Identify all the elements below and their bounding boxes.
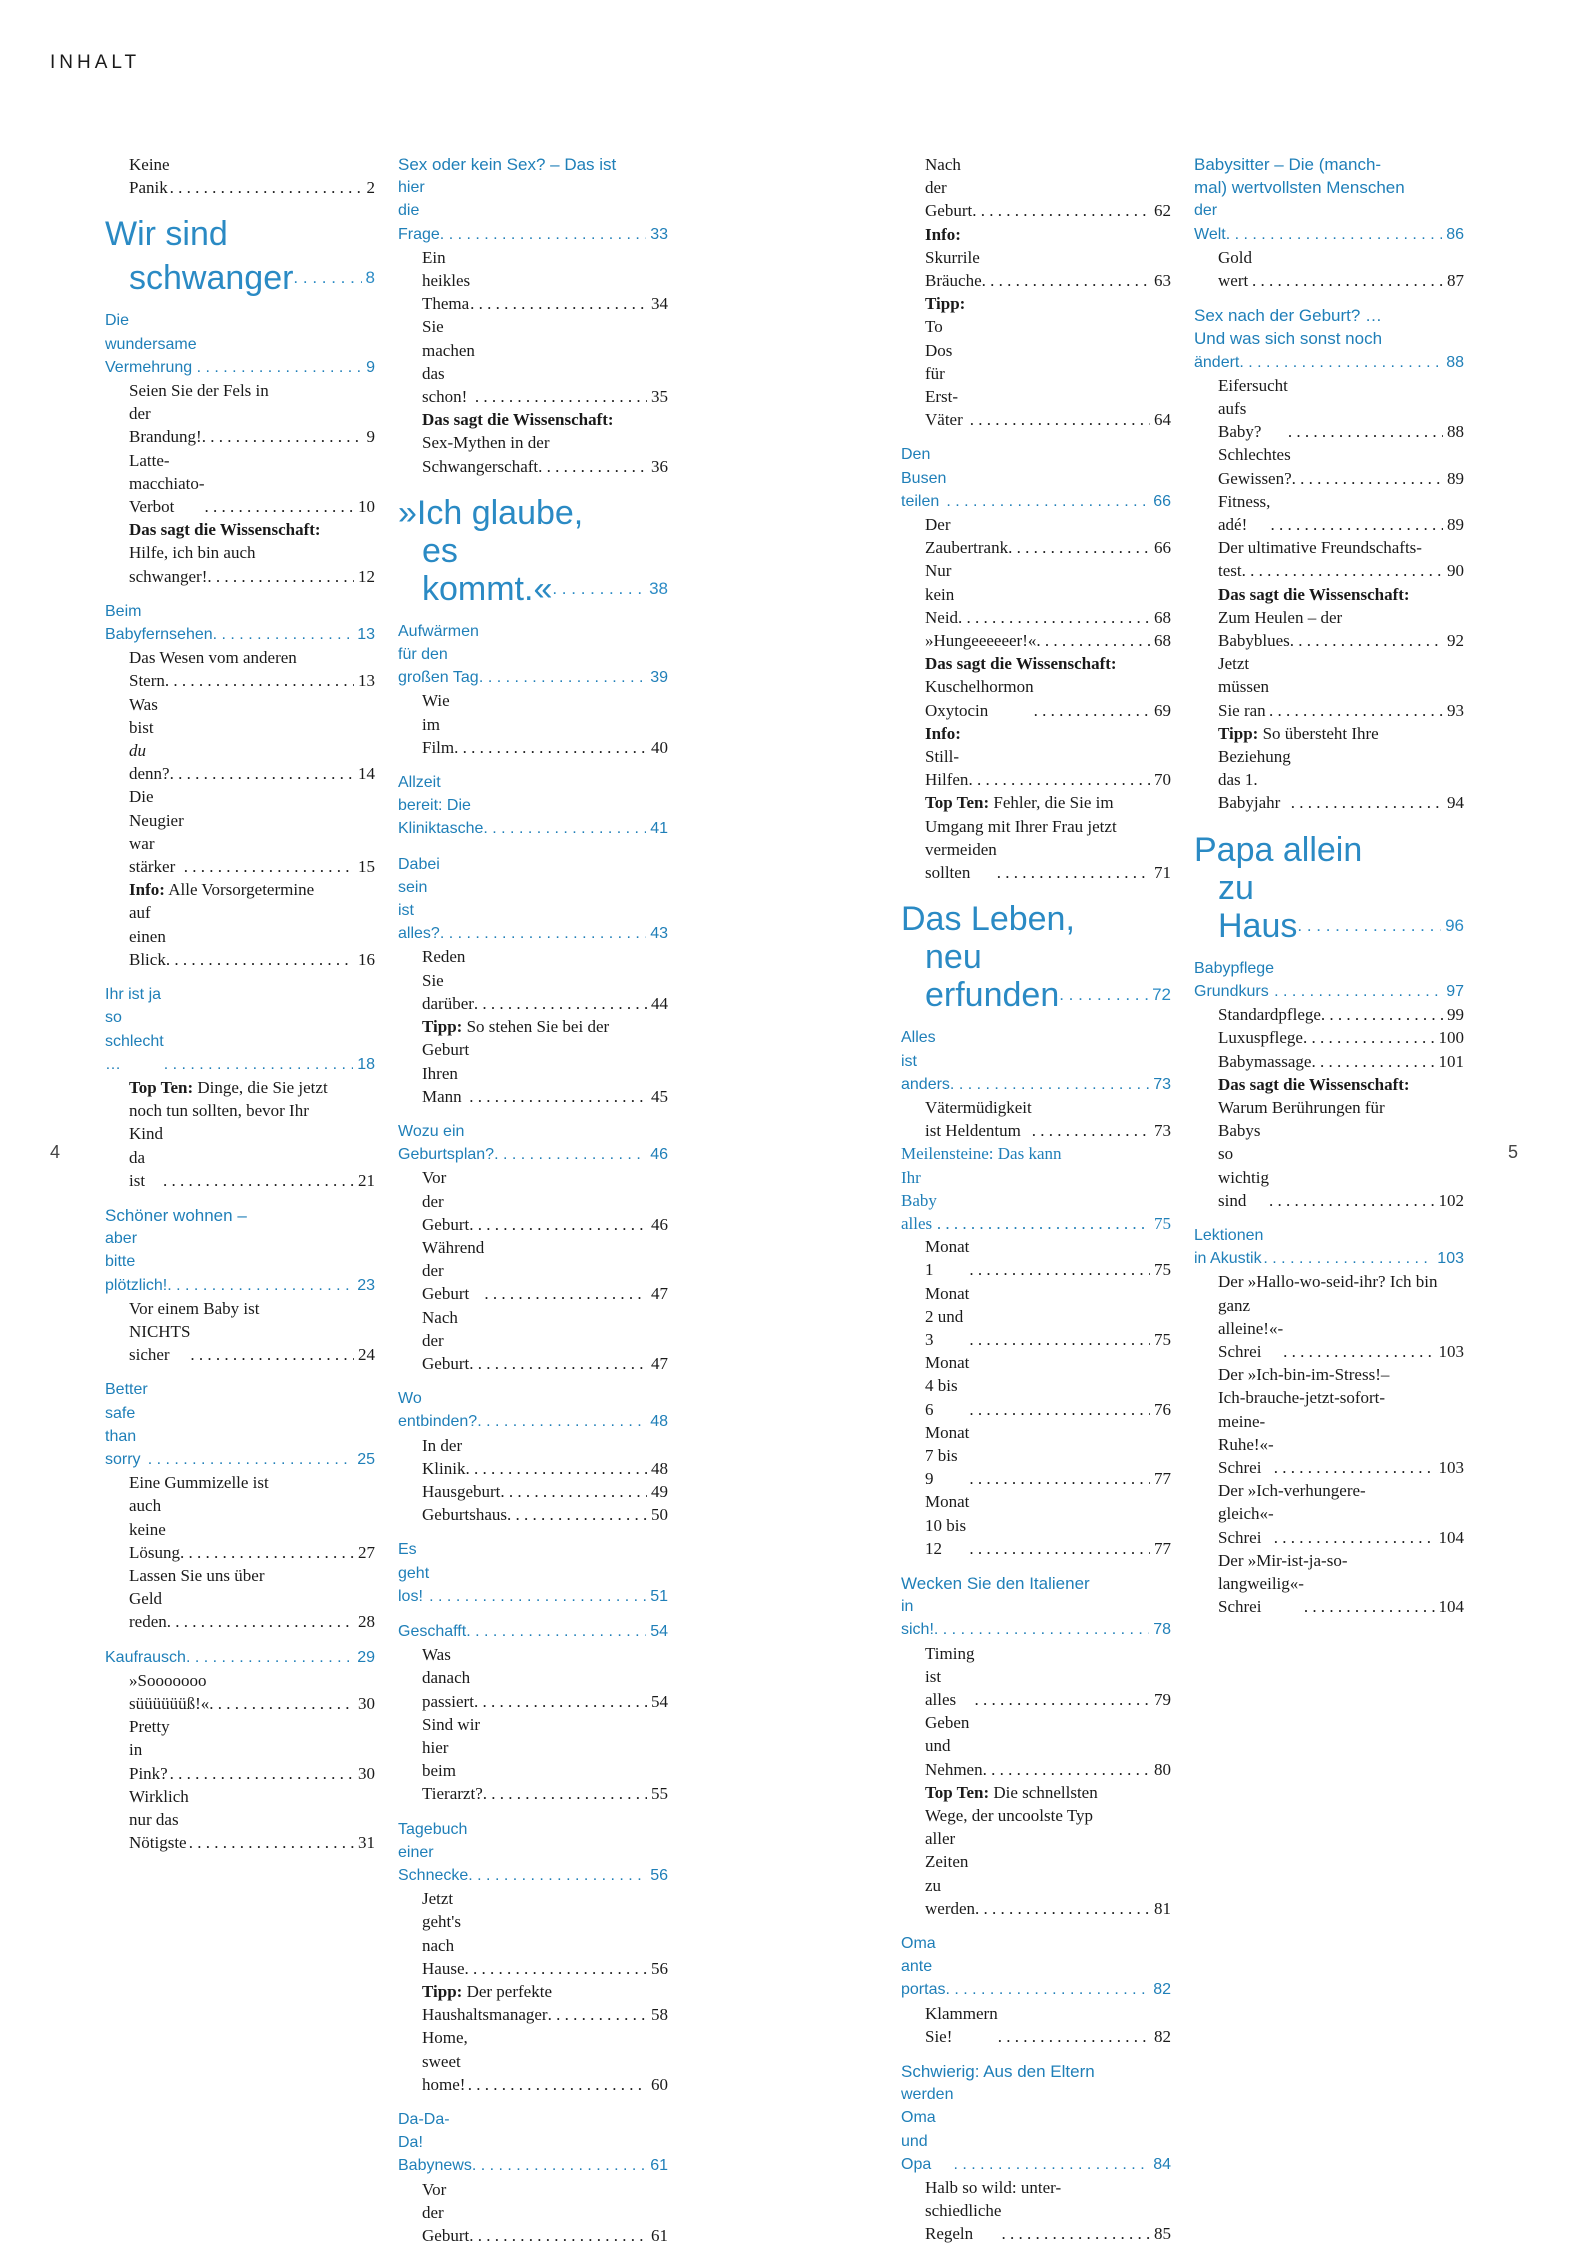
chapter-title[interactable]: »Ich glaube, es kommt.« . . . 38: [398, 494, 668, 608]
toc-entry[interactable]: Vätermüdigkeit ist Heldentum . . . 73: [901, 1096, 1171, 1142]
toc-entry[interactable]: vermeiden sollten . . . 71: [901, 838, 1171, 884]
toc-entry-label: Das sagt die Wissenschaft:: [1218, 584, 1410, 604]
toc-entry-text: Warum Berührungen für: [1218, 1097, 1385, 1117]
toc-entry-text: Seien Sie der Fels in: [129, 381, 269, 401]
toc-entry-label: Das sagt die Wissenschaft:: [129, 520, 321, 540]
toc-entry-text: Lassen Sie uns über: [129, 1565, 265, 1585]
toc-entry[interactable]: Pretty in Pink? . . . 30: [105, 1715, 375, 1785]
toc-section[interactable]: Wo entbinden? . . . 48: [398, 1387, 668, 1433]
toc-entry[interactable]: Kind da ist . . . 21: [105, 1122, 375, 1192]
toc-entry[interactable]: Wie im Film . . . 40: [398, 689, 668, 759]
toc-section[interactable]: Geschafft . . . 54: [398, 1620, 668, 1643]
toc-section[interactable]: Dabei sein ist alles? . . . 43: [398, 853, 668, 946]
toc-entry-text: Tipp: Der perfekte: [422, 1982, 552, 2002]
toc-entry[interactable]: aller Zeiten zu werden . . . 81: [901, 1827, 1171, 1920]
toc-entry[interactable]: meine-Ruhe!«-Schrei . . . 103: [1194, 1410, 1464, 1480]
toc-entry[interactable]: Während der Geburt . . . 47: [398, 1236, 668, 1306]
toc-entry[interactable]: Monat 10 bis 12 . . . 77: [901, 1490, 1171, 1560]
toc-section[interactable]: der Welt . . . 86: [1194, 199, 1464, 245]
toc-entry[interactable]: Stern . . . 13: [105, 669, 375, 692]
toc-entry[interactable]: Geben und Nehmen . . . 80: [901, 1711, 1171, 1781]
toc-entry-label: Das sagt die Wissenschaft:: [1218, 1074, 1410, 1094]
toc-entry[interactable]: Home, sweet home! . . . 60: [398, 2026, 668, 2096]
toc-entry-text: Das Wesen vom anderen: [129, 648, 297, 668]
toc-entry[interactable]: test . . . 90: [1194, 559, 1464, 582]
toc-entry-label: Das sagt die Wissenschaft:: [925, 654, 1117, 674]
toc-section[interactable]: Aufwärmen für den großen Tag . . . 39: [398, 620, 668, 690]
toc-entry[interactable]: Nach der Geburt . . . 47: [398, 1306, 668, 1376]
toc-entry[interactable]: Babys so wichtig sind . . . 102: [1194, 1119, 1464, 1212]
toc-entry-text: noch tun sollten, bevor Ihr: [129, 1101, 309, 1121]
toc-entry[interactable]: auf einen Blick . . . 16: [105, 901, 375, 971]
toc-entry[interactable]: Kuschelhormon Oxytocin . . . 69: [901, 675, 1171, 721]
toc-entry[interactable]: gleich«-Schrei . . . 104: [1194, 1502, 1464, 1548]
toc-entry[interactable]: Wirklich nur das Nötigste . . . 31: [105, 1785, 375, 1855]
toc-section[interactable]: Babypflege Grundkurs . . . 97: [1194, 957, 1464, 1003]
toc-entry[interactable]: Keine Panik . . . 2: [105, 153, 375, 199]
toc-entry[interactable]: Info: Still-Hilfen . . . 70: [901, 722, 1171, 792]
toc-entry[interactable]: Monat 1 . . . 75: [901, 1235, 1171, 1281]
toc-entry[interactable]: Eifersucht aufs Baby? . . . 88: [1194, 374, 1464, 444]
toc-entry[interactable]: Geburtshaus . . . 50: [398, 1503, 668, 1526]
toc-entry[interactable]: In der Klinik . . . 48: [398, 1434, 668, 1480]
toc-section[interactable]: Allzeit bereit: Die Kliniktasche . . . 41: [398, 771, 668, 841]
toc-entry-text: Info: Alle Vorsorgetermine: [129, 880, 315, 900]
toc-entry[interactable]: Fitness, adé! . . . 89: [1194, 490, 1464, 536]
toc-entry[interactable]: Monat 2 und 3 . . . 75: [901, 1282, 1171, 1352]
toc-entry[interactable]: Geburt Ihren Mann . . . 45: [398, 1038, 668, 1108]
toc-entry-text: Ich-brauche-jetzt-sofort-: [1218, 1388, 1386, 1408]
toc-entry-text: Der »Ich-bin-im-Stress!–: [1218, 1365, 1390, 1385]
toc-entry[interactable]: Ein heikles Thema . . . 34: [398, 246, 668, 316]
toc-entry[interactable]: Info: Skurrile Bräuche . . . 63: [901, 223, 1171, 293]
toc-section-text: Sex nach der Geburt? …: [1194, 306, 1383, 326]
chapter-title[interactable]: Wir sind schwanger . . . 8: [105, 215, 375, 297]
toc-entry[interactable]: Sie machen das schon! . . . 35: [398, 315, 668, 408]
toc-entry-text: Umgang mit Ihrer Frau jetzt: [925, 816, 1117, 836]
toc-entry-text: Der »Mir-ist-ja-so-: [1218, 1550, 1348, 1570]
toc-entry[interactable]: Nur kein Neid . . . 68: [901, 559, 1171, 629]
toc-entry[interactable]: der Brandung! . . . 9: [105, 402, 375, 448]
toc-section-text: Babysitter – Die (manch-: [1194, 155, 1382, 174]
toc-entry[interactable]: Der Zaubertrank . . . 66: [901, 513, 1171, 559]
toc-entry[interactable]: Klammern Sie! . . . 82: [901, 2002, 1171, 2048]
toc-section[interactable]: Beim Babyfernsehen . . . 13: [105, 600, 375, 646]
toc-entry[interactable]: Beziehung das 1. Babyjahr . . . 94: [1194, 745, 1464, 815]
toc-entry[interactable]: Schlechtes Gewissen? . . . 89: [1194, 443, 1464, 489]
toc-section[interactable]: Lektionen in Akustik . . . 103: [1194, 1224, 1464, 1270]
toc-section-text: Wecken Sie den Italiener: [901, 1573, 1090, 1593]
toc-column-3: [901, 153, 1171, 2246]
toc-entry[interactable]: Babymassage . . . 101: [1194, 1050, 1464, 1073]
toc-entry[interactable]: Hausgeburt . . . 49: [398, 1480, 668, 1503]
toc-entry-text: Der »Ich-verhungere-: [1218, 1481, 1366, 1501]
toc-entry[interactable]: langweilig«-Schrei . . . 104: [1194, 1572, 1464, 1618]
toc-section[interactable]: Ihr ist ja so schlecht … . . . 18: [105, 983, 375, 1076]
toc-entry[interactable]: »Sooooooo süüüüüüß!« . . . 30: [105, 1669, 375, 1715]
toc-entry[interactable]: Latte-macchiato-Verbot . . . 10: [105, 449, 375, 519]
toc-section-text: mal) wertvollsten Menschen: [1194, 178, 1405, 198]
toc-subsection[interactable]: Ihr Baby alles . . . 75: [901, 1166, 1171, 1236]
toc-entry-text: Der ultimative Freundschafts-: [1218, 538, 1422, 558]
toc-section[interactable]: werden Oma und Opa . . . 84: [901, 2083, 1171, 2176]
toc-entry[interactable]: schiedliche Regeln . . . 85: [901, 2199, 1171, 2245]
toc-entry-text: Top Ten: Dinge, die Sie jetzt: [129, 1077, 328, 1097]
toc-entry[interactable]: Vor der Geburt . . . 46: [398, 1166, 668, 1236]
toc-section[interactable]: Die wundersame Vermehrung . . . 9: [105, 309, 375, 379]
toc-entry[interactable]: Die Neugier war stärker . . . 15: [105, 785, 375, 878]
toc-section[interactable]: Den Busen teilen . . . 66: [901, 443, 1171, 513]
toc-section[interactable]: ändert . . . 88: [1194, 351, 1464, 374]
toc-entry[interactable]: Jetzt geht's nach Hause . . . 56: [398, 1887, 668, 1980]
toc-entry[interactable]: Standardpflege . . . 99: [1194, 1003, 1464, 1026]
toc-column-4: [1194, 153, 1464, 1618]
toc-entry-text: Eine Gummizelle ist: [129, 1473, 269, 1493]
toc-entry[interactable]: auch keine Lösung . . . 27: [105, 1494, 375, 1564]
toc-entry[interactable]: Was bist du denn? . . . 14: [105, 693, 375, 786]
toc-column-1: [105, 153, 375, 1854]
toc-column-2: [398, 153, 668, 2247]
toc-entry[interactable]: NICHTS sicher . . . 24: [105, 1320, 375, 1366]
toc-section[interactable]: Wozu ein Geburtsplan? . . . 46: [398, 1120, 668, 1166]
toc-section[interactable]: Da-Da-Da! Babynews . . . 61: [398, 2108, 668, 2178]
toc-entry[interactable]: Monat 4 bis 6 . . . 76: [901, 1351, 1171, 1421]
toc-section[interactable]: in sich! . . . 78: [901, 1595, 1171, 1641]
toc-entry[interactable]: Vor der Geburt . . . 61: [398, 2178, 668, 2247]
toc-entry-text: Top Ten: Die schnellsten: [925, 1782, 1098, 1802]
toc-section[interactable]: Alles ist anders . . . 73: [901, 1026, 1171, 1096]
toc-entry[interactable]: Tipp: To Dos für Erst-Väter . . . 64: [901, 292, 1171, 431]
toc-section[interactable]: hier die Frage . . . 33: [398, 176, 668, 246]
toc-entry-text: Vor einem Baby ist: [129, 1298, 260, 1318]
toc-entry-text: Halb so wild: unter-: [925, 2178, 1062, 2198]
toc-entry[interactable]: Reden Sie darüber . . . 44: [398, 945, 668, 1015]
chapter-title[interactable]: Papa allein zu Haus . . . 96: [1194, 831, 1464, 945]
toc-entry-text: Top Ten: Fehler, die Sie im: [925, 793, 1114, 813]
toc-entry[interactable]: Haushaltsmanager . . . 58: [398, 2003, 668, 2026]
toc-section-text: Sex oder kein Sex? – Das ist: [398, 155, 617, 174]
toc-entry[interactable]: Luxuspflege . . . 100: [1194, 1026, 1464, 1049]
toc-entry[interactable]: Nach der Geburt . . . 62: [901, 153, 1171, 223]
toc-entry-label: Das sagt die Wissenschaft:: [422, 410, 614, 430]
toc-section-text: Schwierig: Aus den Eltern: [901, 2062, 1095, 2082]
toc-entry-text: Hilfe, ich bin auch: [129, 543, 256, 563]
toc-section[interactable]: Tagebuch einer Schnecke . . . 56: [398, 1818, 668, 1888]
toc-entry[interactable]: Monat 7 bis 9 . . . 77: [901, 1421, 1171, 1491]
toc-entry-text: Zum Heulen – der: [1218, 607, 1343, 627]
toc-section[interactable]: Better safe than sorry . . . 25: [105, 1378, 375, 1471]
toc-entry[interactable]: Was danach passiert . . . 54: [398, 1643, 668, 1713]
page-number-left: 4: [50, 1142, 61, 1162]
chapter-title[interactable]: Das Leben, neu erfunden . . . 72: [901, 900, 1171, 1014]
toc-entry[interactable]: Gold wert . . . 87: [1194, 246, 1464, 292]
toc-entry[interactable]: Jetzt müssen Sie ran . . . 93: [1194, 652, 1464, 722]
toc-entry-text: Tipp: So übersteht Ihre: [1218, 723, 1379, 743]
toc-subsection-text: Meilensteine: Das kann: [901, 1144, 1062, 1164]
toc-entry[interactable]: Schwangerschaft . . . 36: [398, 455, 668, 478]
toc-entry[interactable]: Babyblues . . . 92: [1194, 629, 1464, 652]
toc-section[interactable]: Kaufrausch . . . 29: [105, 1646, 375, 1669]
toc-entry[interactable]: Timing ist alles . . . 79: [901, 1642, 1171, 1712]
toc-section[interactable]: Oma ante portas . . . 82: [901, 1932, 1171, 2002]
toc-entry-text: Sex-Mythen in der: [422, 433, 550, 453]
toc-entry-text: Wege, der uncoolste Typ: [925, 1806, 1094, 1825]
toc-section-text: Und was sich sonst noch: [1194, 329, 1383, 349]
toc-entry[interactable]: »Hungeeeeeer!« . . . 68: [901, 629, 1171, 652]
toc-entry-text: Der »Hallo-wo-seid-ihr? Ich bin: [1218, 1272, 1438, 1292]
toc-entry[interactable]: Sind wir hier beim Tierarzt? . . . 55: [398, 1713, 668, 1806]
toc-entry[interactable]: schwanger! . . . 12: [105, 565, 375, 588]
toc-section[interactable]: Es geht los! . . . 51: [398, 1538, 668, 1608]
toc-section[interactable]: aber bitte plötzlich! . . . 23: [105, 1227, 375, 1297]
section-title: INHALT: [50, 52, 141, 73]
toc-section-text: Schöner wohnen –: [105, 1205, 247, 1225]
toc-entry-text: Tipp: So stehen Sie bei der: [422, 1017, 610, 1037]
toc-entry[interactable]: ganz alleine!«-Schrei . . . 103: [1194, 1294, 1464, 1364]
toc-entry[interactable]: Geld reden . . . 28: [105, 1587, 375, 1633]
page-number-right: 5: [1508, 1142, 1519, 1162]
